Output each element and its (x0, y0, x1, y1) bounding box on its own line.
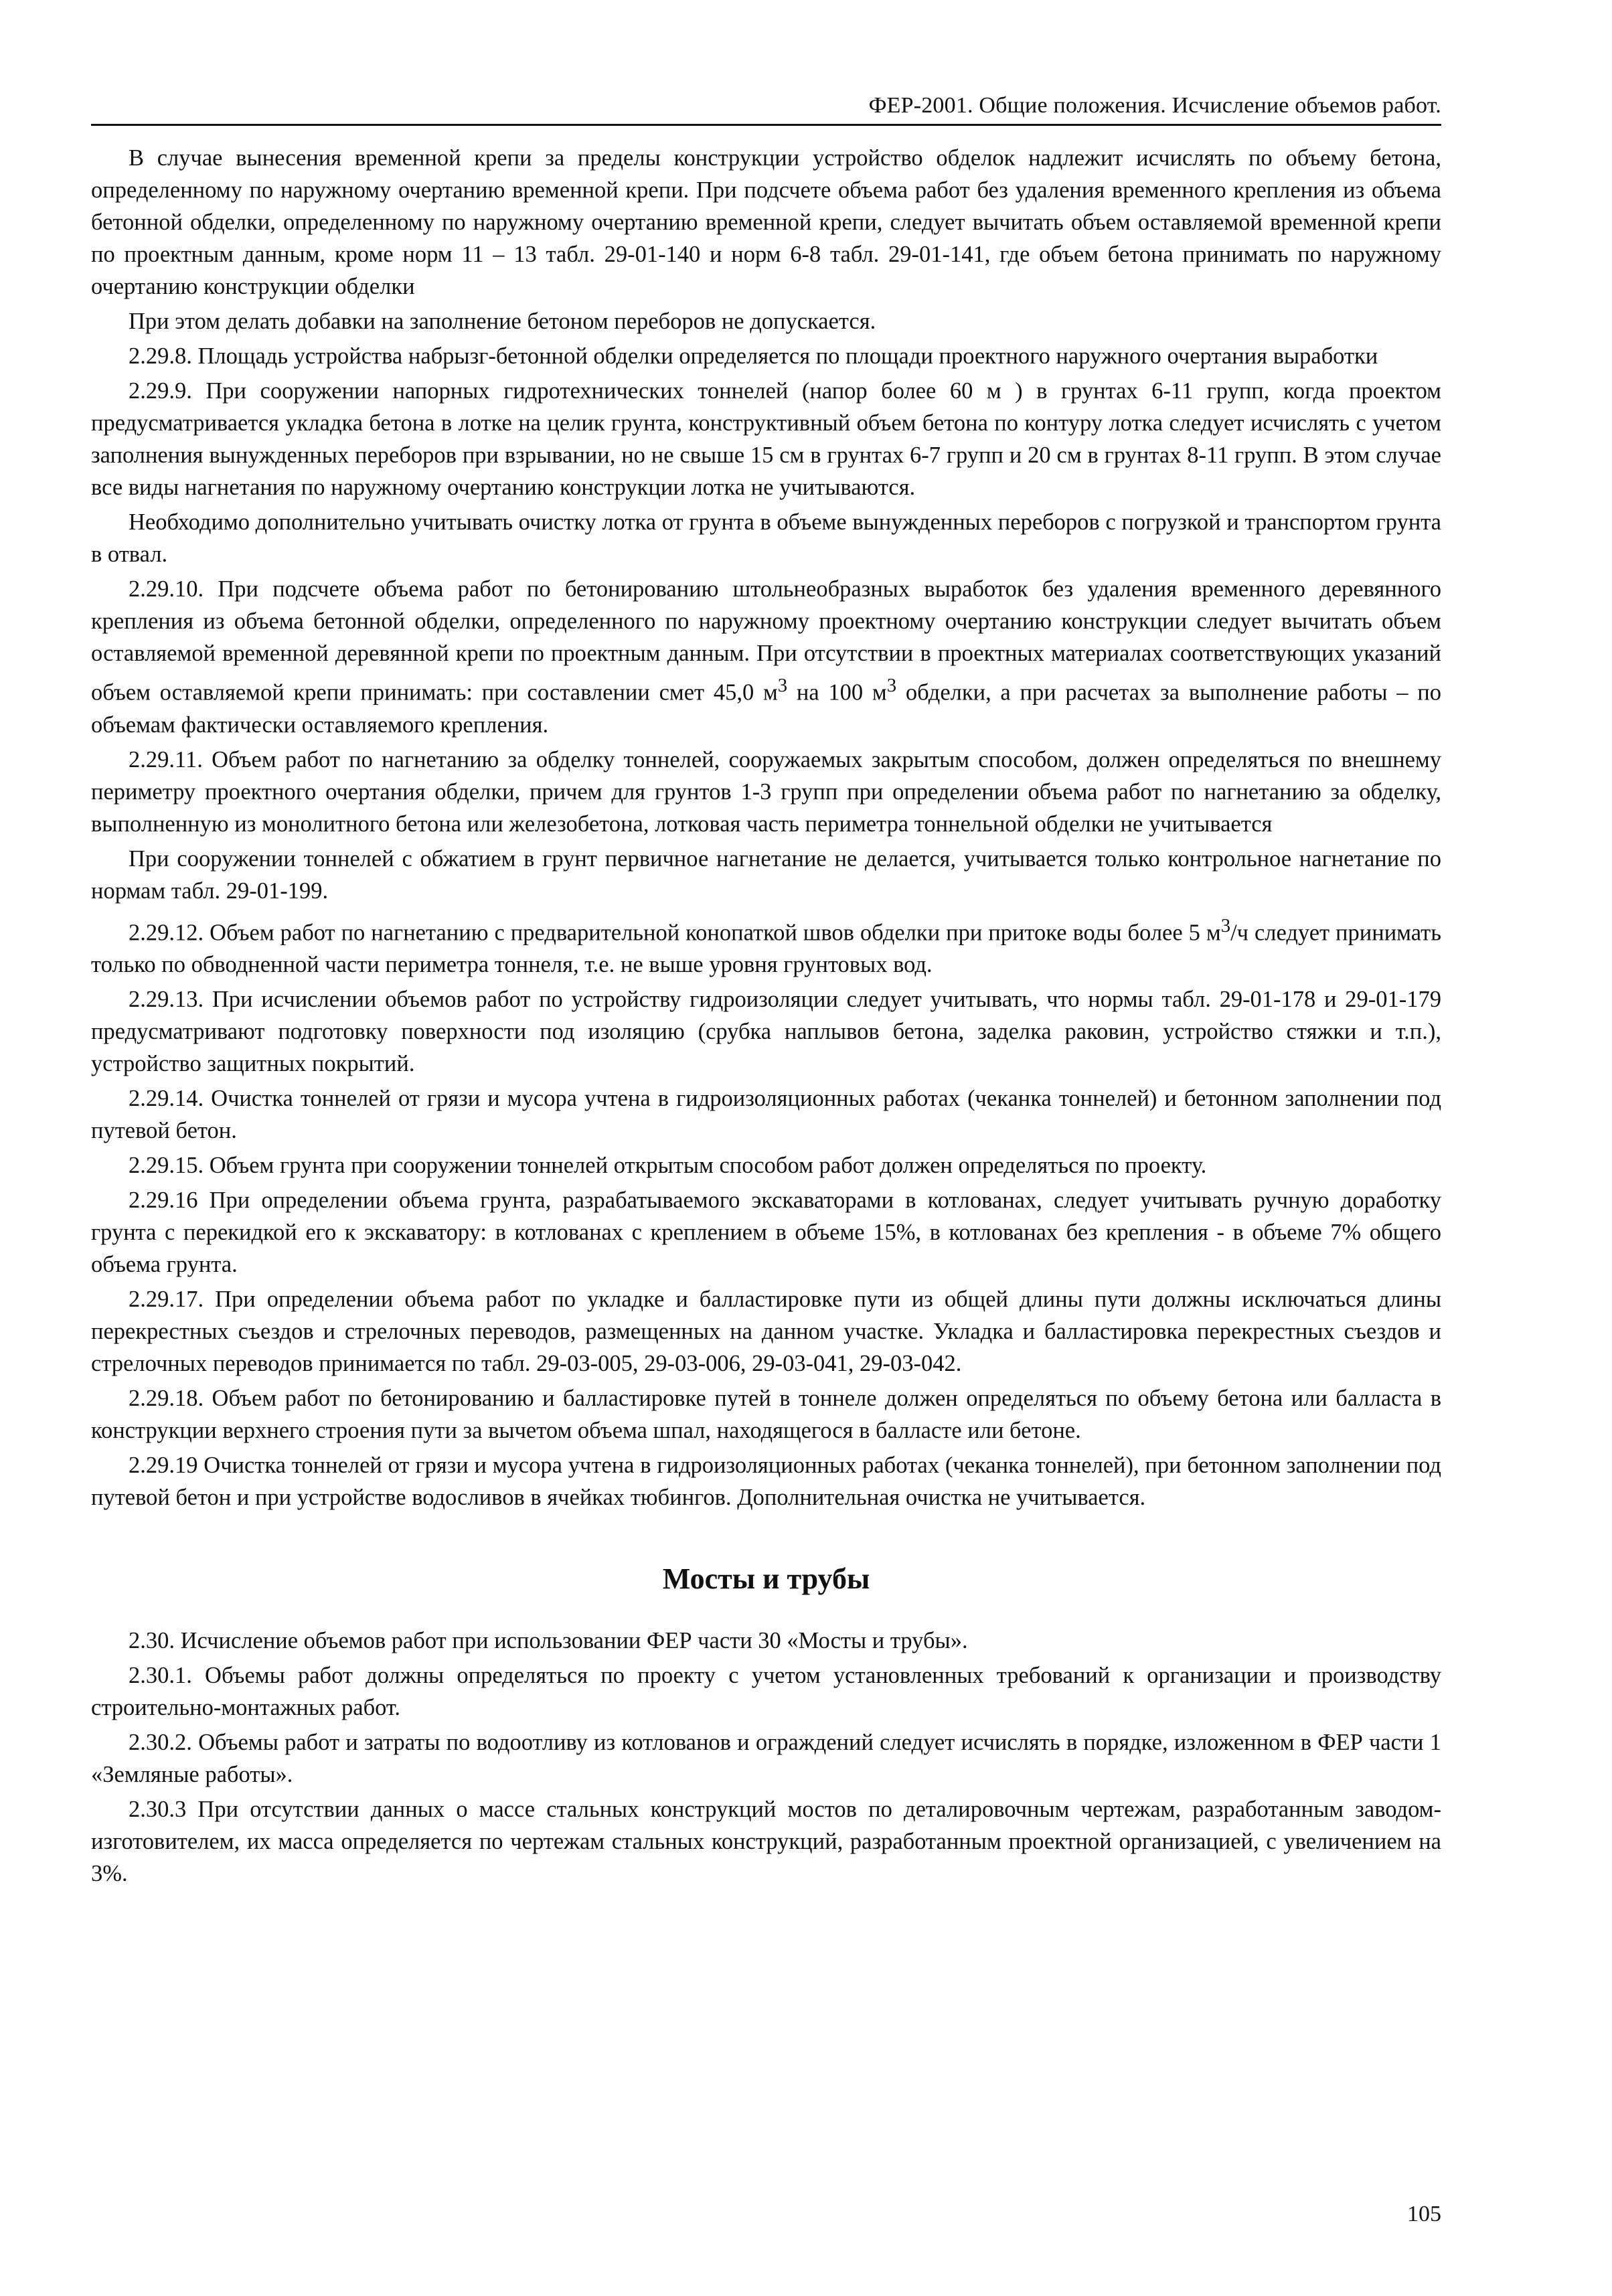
running-header: ФЕР-2001. Общие положения. Исчисление объемов работ. (868, 93, 1441, 118)
paragraph: 2.30.2. Объемы работ и затраты по водоотливу из котлованов и ограждений следует исчислять в порядке, изложенном в ФЕР части 1 «Земляные работы». (91, 1730, 1441, 1787)
text-run: 2.29.12. Объем работ по нагнетанию с предварительной конопаткой швов обделки при притоке воды более 5 (129, 920, 1200, 945)
paragraph: 2.30. Исчисление объемов работ при использовании ФЕР части 30 «Мосты и трубы». (129, 1628, 968, 1653)
text-run: м (1206, 920, 1221, 945)
paragraph: При этом делать добавки на заполнение бетоном переборов не допускается. (129, 309, 876, 334)
paragraph: 2.29.13. При исчислении объемов работ по устройству гидроизоляции следует учитывать, что нормы табл. 29-01-178 и 29-01-179 предусматривают подготовку поверхности под изоляцию (срубка наплывов бетона, заделка раковин, устройство стяжки и т.п.), устройство защитных покрытий. (91, 987, 1441, 1076)
paragraph: 2.29.11. Объем работ по нагнетанию за обделку тоннелей, сооружаемых закрытым способом, должен определяться по внешнему периметру проектного очертания обделки, причем для грунтов 1-3 групп при определении объема работ по нагнетанию за обделку, выполненную из монолитного бетона или железобетона, лотковая часть периметра тоннельной обделки не учитывается (91, 746, 1441, 837)
text-run: 2.29.10. При подсчете объема работ по бетонированию штольнеобразных выработок без удаления временного деревянного крепления из объема бетонной обделки, определенного по наружному проектному очертанию конструкции следует вычитать объем оставляемой временной деревянной крепи по проектным данным. При отсутствии в проектных материалах соответствующих указаний объем оставляемой крепи принимать: при составлении смет 45,0 м (91, 576, 1441, 706)
superscript: 3 (886, 675, 897, 696)
paragraph: 2.29.9. При сооружении напорных гидротехнических тоннелей (напор более 60 м ) в грунтах 6-11 групп, когда проектом предусматривается укладка бетона в лотке на целик грунта, конструктивный объем бетона по контуру лотка следует исчислять с учетом заполнения вынужденных переборов при взрывании, но не свыше 15 см в грунтах 6-7 групп и 20 см в грунтах 8-11 групп. В этом случае все виды нагнетания по наружному очертанию конструкции лотка не учитываются. (91, 378, 1441, 500)
superscript: 3 (1220, 914, 1231, 936)
paragraph: 2.29.14. Очистка тоннелей от грязи и мусора учтена в гидроизоляционных работах (чеканка тоннелей) и бетонном заполнении под путевой бетон. (91, 1086, 1441, 1143)
paragraph: 2.29.8. Площадь устройства набрызг-бетонной обделки определяется по площади проектного наружного очертания выработки (129, 343, 1378, 369)
page-content (91, 142, 1441, 1892)
paragraph: 2.29.18. Объем работ по бетонированию и балластировке путей в тоннеле должен определяться по объему бетона или балласта в конструкции верхнего строения пути за вычетом объема шпал, находящегося в балласте или бетоне. (91, 1386, 1441, 1443)
paragraph-2-29-12 (91, 910, 1441, 981)
paragraph-2-29-10 (91, 573, 1441, 741)
superscript: 3 (777, 675, 788, 696)
paragraph: 2.30.3 При отсутствии данных о массе стальных конструкций мостов по деталировочным чертежам, разработанным заводом-изготовителем, их масса определяется по чертежам стальных конструкций, разработанным проектной организацией, с увеличением на 3%. (91, 1797, 1441, 1886)
paragraph: 2.30.1. Объемы работ должны определяться по проекту с учетом установленных требований к организации и производству строительно-монтажных работ. (91, 1663, 1441, 1720)
paragraph: 2.29.17. При определении объема работ по укладке и балластировке пути из общей длины пути должны исключаться длины перекрестных съездов и стрелочных переводов, размещенных на данном участке. Укладка и балластировка перекрестных съездов и стрелочных переводов принимается по табл. 29-03-005, 29-03-006, 29-03-041, 29-03-042. (91, 1287, 1441, 1376)
section-title: Мосты и трубы (662, 1562, 870, 1595)
paragraph: Необходимо дополнительно учитывать очистку лотка от грунта в объеме вынужденных переборов с погрузкой и транспортом грунта в отвал. (91, 509, 1441, 567)
text-run: на 100 м (787, 679, 887, 706)
paragraph: В случае вынесения временной крепи за пределы конструкции устройство обделок надлежит исчислять по объему бетона, определенному по наружному очертанию временной крепи. При подсчете объема работ без удаления временного крепления из объема бетонной обделки, определенному по наружному очертанию временной крепи, следует вычитать объем оставляемой временной крепи по проектным данным, кроме норм 11 – 13 табл. 29-01-140 и норм 6-8 табл. 29-01-141, где объем бетона принимать по наружному очертанию конструкции обделки (91, 145, 1441, 299)
text-run: обделки, а при расчетах за выполнение работы – по объемам фактически оставляемого крепления. (91, 679, 1441, 738)
page-number: 105 (1407, 2202, 1441, 2226)
paragraph: 2.29.15. Объем грунта при сооружении тоннелей открытым способом работ должен определяться по проекту. (129, 1153, 1207, 1178)
paragraph: 2.29.19 Очистка тоннелей от грязи и мусора учтена в гидроизоляционных работах (чеканка тоннелей), при бетонном заполнении под путевой бетон и при устройстве водосливов в ячейках тюбингов. Дополнительная очистка не учитывается. (91, 1453, 1441, 1510)
paragraph: 2.29.16 При определении объема грунта, разрабатываемого экскаваторами в котлованах, следует учитывать ручную доработку грунта с перекидкой его к экскаватору: в котлованах с креплением в объеме 15%, в котлованах без крепления - в объеме 7% общего объема грунта. (91, 1187, 1441, 1277)
text-run: /ч следует принимать только по обводненной части периметра тоннеля, т.е. не выше уровня грунтовых вод. (91, 920, 1441, 977)
paragraph: При сооружении тоннелей с обжатием в грунт первичное нагнетание не делается, учитывается только контрольное нагнетание по нормам табл. 29-01-199. (91, 845, 1441, 904)
header-rule (91, 124, 1441, 126)
